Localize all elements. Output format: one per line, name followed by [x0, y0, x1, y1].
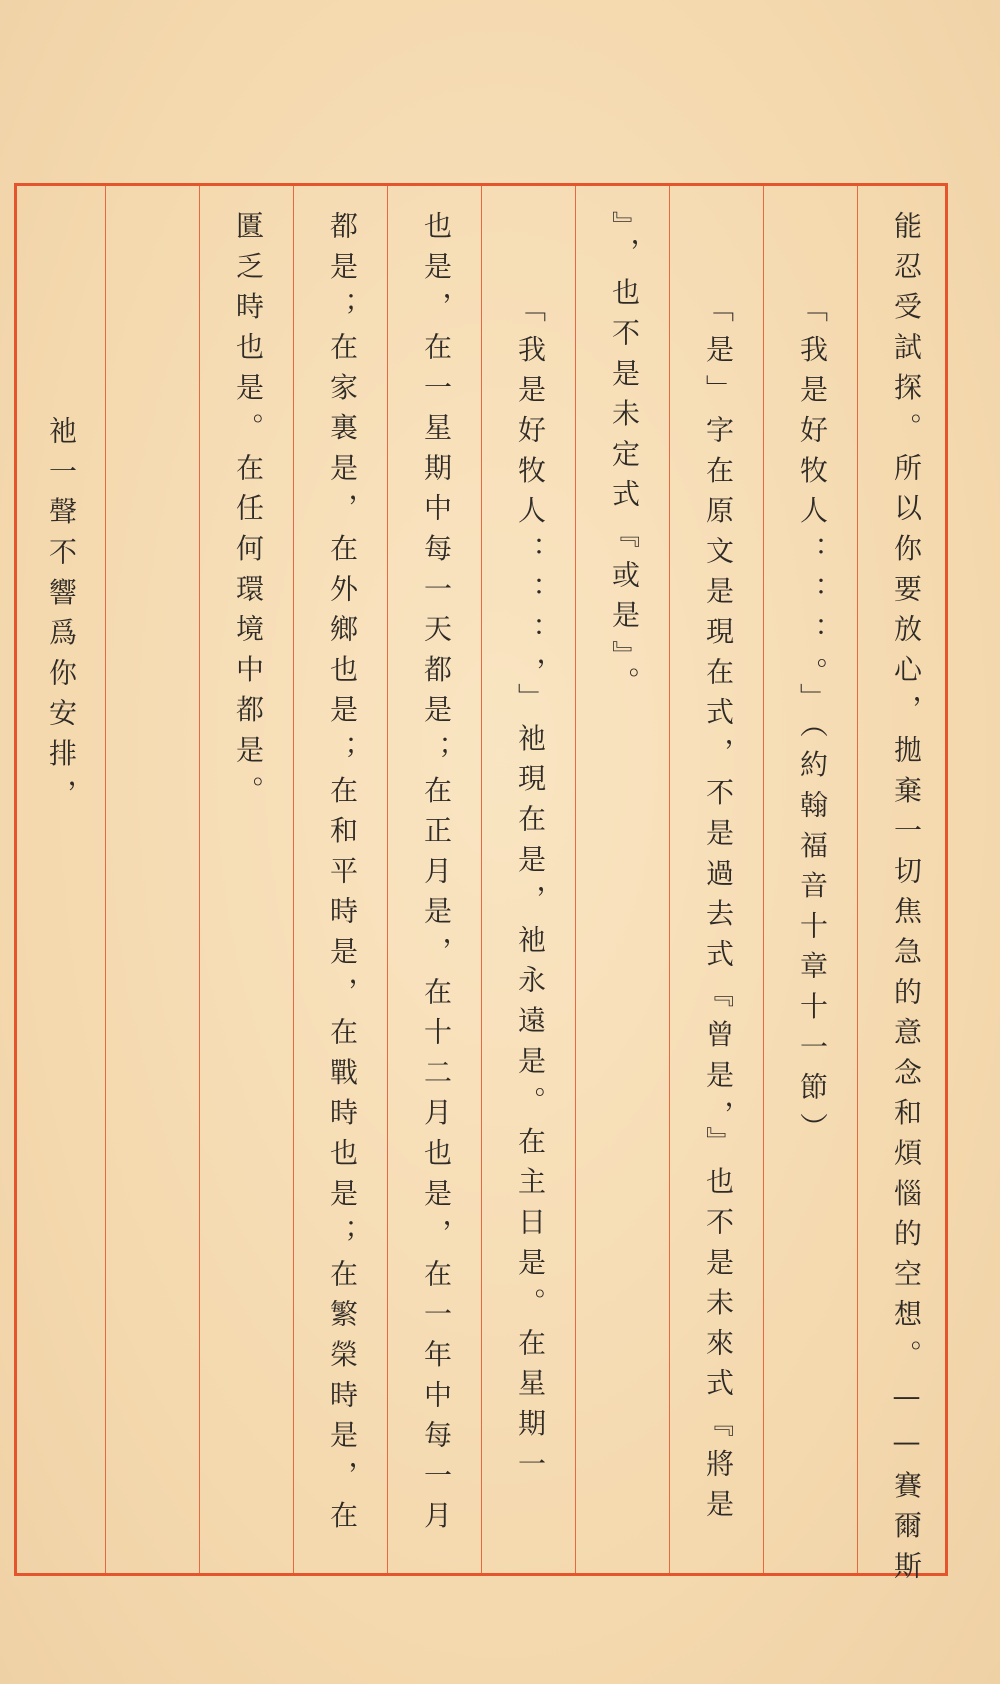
page-frame [14, 183, 948, 1592]
text-column-2: 「我是好牧人：：：。」（約翰福音十章十一節） [796, 294, 829, 1153]
text-column-4: 』，也不是未定式『或是』。 [608, 211, 641, 707]
text-column-1: 能忍受試探。所以你要放心，拋棄一切焦急的意念和煩惱的空想。——賽爾斯 [890, 211, 923, 1592]
text-column-6: 也是，在一星期中每一天都是；在正月是，在十二月也是，在一年中每一月 [420, 211, 453, 1541]
column-rule [199, 186, 200, 1573]
column-rule [763, 186, 764, 1573]
column-rule [293, 186, 294, 1573]
column-rule [575, 186, 576, 1573]
text-column-10: 祂一聲不響爲你安排， [45, 416, 78, 819]
column-rule [669, 186, 670, 1573]
column-rule [387, 186, 388, 1573]
column-rule [481, 186, 482, 1573]
text-column-5: 「我是好牧人：：：，」祂現在是，祂永遠是。在主日是。在星期一 [514, 294, 547, 1489]
column-rule [105, 186, 106, 1573]
text-column-3: 「是」字在原文是現在式，不是過去式『曾是，』也不是未來式『將是 [702, 294, 735, 1530]
text-column-7: 都是；在家裏是，在外鄉也是；在和平時是，在戰時也是；在繁榮時是，在 [326, 211, 359, 1541]
text-column-8: 匱乏時也是。在任何環境中都是。 [232, 211, 265, 816]
column-rule [857, 186, 858, 1573]
